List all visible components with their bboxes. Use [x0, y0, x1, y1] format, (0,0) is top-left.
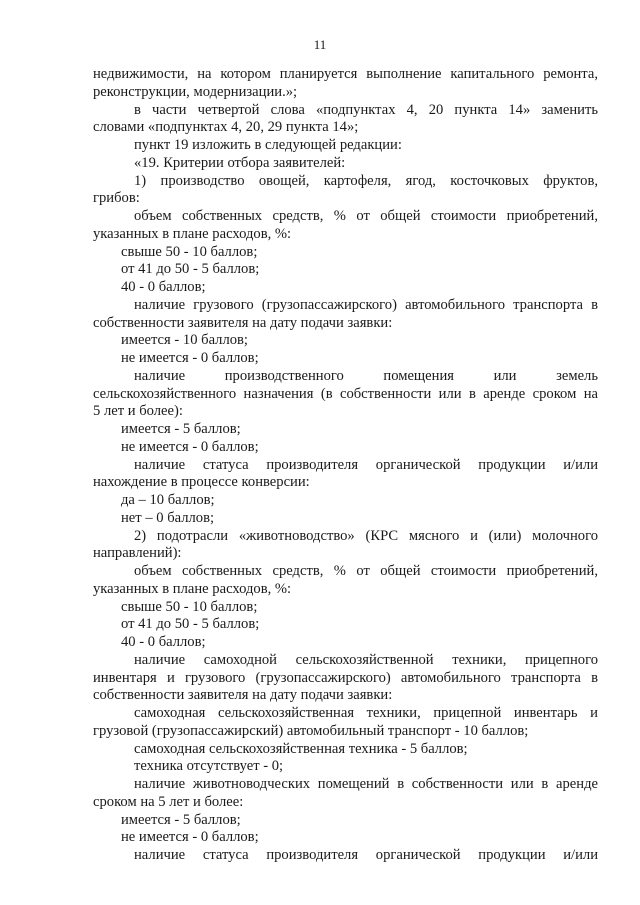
page-number: 11	[313, 37, 327, 52]
text-line: не имеется - 0 баллов;	[121, 438, 259, 455]
text-line: не имеется - 0 баллов;	[121, 350, 259, 366]
text-line: имеется - 10 баллов;	[121, 332, 248, 349]
text-line: в части четвертой слова «подпунктах 4, 20 пункта 14» заменить	[134, 101, 598, 118]
text-line: самоходная сельскохозяйственная техники, прицепной инвентарь и	[134, 705, 598, 721]
text-line: собственности заявителя на дату подачи заявки:	[93, 687, 393, 704]
text-line: направлений):	[93, 545, 182, 562]
text-line: 5 лет и более):	[93, 403, 183, 420]
text-line: не имеется - 0 баллов;	[121, 829, 259, 846]
text-line: от 41 до 50 - 5 баллов;	[121, 616, 260, 633]
document-body	[93, 66, 598, 865]
text-line: имеется - 5 баллов;	[121, 421, 241, 437]
text-line: от 41 до 50 - 5 баллов;	[121, 261, 260, 278]
text-line: инвентаря и грузового (грузопассажирского) автомобильного транспорта в	[93, 669, 598, 686]
text-line: «19. Критерии отбора заявителей:	[134, 154, 346, 171]
text-line: реконструкции, модернизации.»;	[93, 83, 298, 100]
text-line: самоходная сельскохозяйственная техника - 5 баллов;	[134, 740, 468, 757]
text-line: нахождение в процессе конверсии:	[93, 474, 310, 491]
text-line: да – 10 баллов;	[121, 492, 215, 508]
text-line: словами «подпунктах 4, 20, 29 пункта 14»;	[93, 119, 359, 136]
text-line: указанных в плане расходов, %:	[93, 225, 292, 242]
text-line: недвижимости, на котором планируется выполнение капитального ремонта,	[93, 66, 598, 82]
text-line: наличие животноводческих помещений в собственности или в аренде	[134, 776, 598, 792]
text-line: объем собственных средств, % от общей стоимости приобретений,	[134, 563, 598, 579]
text-line: объем собственных средств, % от общей стоимости приобретений,	[134, 208, 598, 224]
text-line: 1) производство овощей, картофеля, ягод, косточковых фруктов,	[134, 172, 598, 189]
text-line: свыше 50 - 10 баллов;	[121, 243, 258, 260]
text-line: наличие производственного помещения или земель	[134, 367, 598, 384]
text-line: имеется - 5 баллов;	[121, 811, 241, 828]
text-line: пункт 19 изложить в следующей редакции:	[134, 137, 402, 153]
text-line: наличие статуса производителя органической продукции и/или	[134, 456, 598, 473]
text-line: указанных в плане расходов, %:	[93, 580, 292, 597]
text-line: 40 - 0 баллов;	[121, 279, 206, 295]
text-line: сроком на 5 лет и более:	[93, 793, 244, 810]
text-line: наличие статуса производителя органической продукции и/или	[134, 847, 598, 863]
text-line: сельскохозяйственного назначения (в собственности или в аренде сроком на	[93, 385, 598, 402]
text-line: свыше 50 - 10 баллов;	[121, 598, 258, 615]
text-line: наличие самоходной сельскохозяйственной техники, прицепного	[134, 651, 598, 668]
text-line: грибов:	[93, 190, 140, 207]
text-line: 40 - 0 баллов;	[121, 634, 206, 650]
text-line: грузовой (грузопассажирский) автомобильный транспорт - 10 баллов;	[93, 722, 529, 739]
text-line: наличие грузового (грузопассажирского) автомобильного транспорта в	[134, 296, 598, 313]
text-line: нет – 0 баллов;	[121, 509, 215, 526]
text-line: техника отсутствует - 0;	[134, 758, 284, 775]
text-line: 2) подотрасли «животноводство» (КРС мясного и (или) молочного	[134, 527, 598, 544]
text-line: собственности заявителя на дату подачи заявки:	[93, 314, 393, 331]
